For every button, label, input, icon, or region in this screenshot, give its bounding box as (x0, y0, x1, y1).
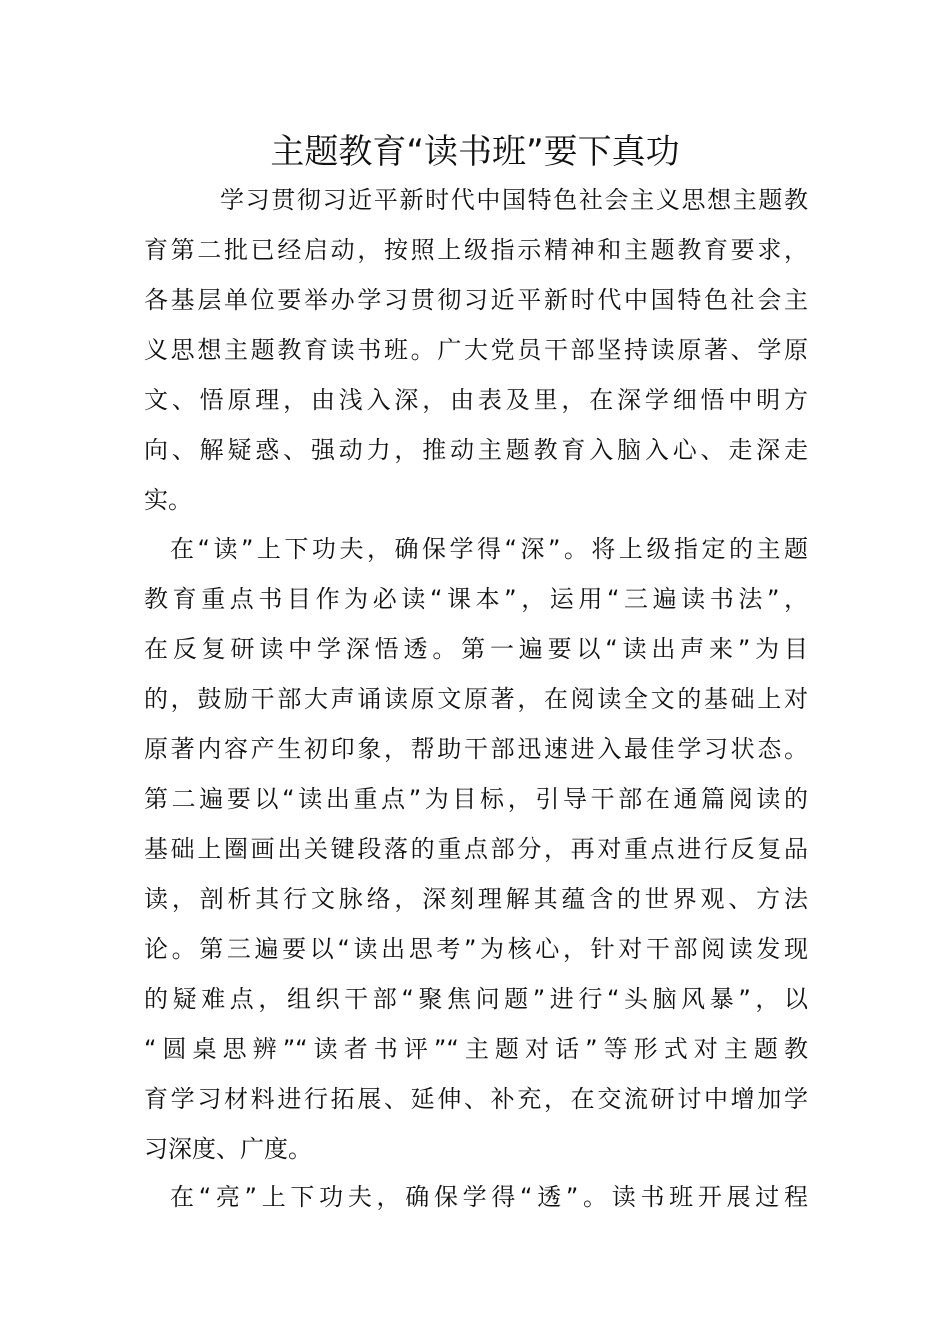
paragraph-line: 第二遍要以“读出重点”为目标，引导干部在通篇阅读的 (144, 785, 808, 813)
paragraph-line: 在反复研读中学深悟透。第一遍要以“读出声来”为目 (144, 635, 808, 663)
paragraph-line: 育学习材料进行拓展、延伸、补充，在交流研讨中增加学 (144, 1085, 808, 1113)
paragraph-line: 原著内容产生初印象，帮助干部迅速进入最佳学习状态。 (144, 735, 808, 763)
paragraph-line: 论。第三遍要以“读出思考”为核心，针对干部阅读发现 (144, 935, 808, 963)
paragraph-line: 习深度、广度。 (144, 1135, 312, 1163)
paragraph-line: 的疑难点，组织干部“聚焦问题”进行“头脑风暴”，以 (144, 985, 808, 1013)
paragraph-line: 读，剖析其行文脉络，深刻理解其蕴含的世界观、方法 (144, 885, 808, 913)
paragraph-line: 在“读”上下功夫，确保学得“深”。将上级指定的主题 (170, 535, 808, 563)
paragraph-line: 在“亮”上下功夫，确保学得“透”。读书班开展过程 (170, 1183, 808, 1211)
paragraph-line: 育第二批已经启动，按照上级指示精神和主题教育要求， (144, 236, 808, 264)
paragraph-line: “圆桌思辨”“读者书评”“主题对话”等形式对主题教 (144, 1035, 808, 1063)
paragraph-line: 实。 (144, 486, 192, 514)
paragraph-line: 文、悟原理，由浅入深，由表及里，在深学细悟中明方 (144, 386, 808, 414)
document-title: 主题教育“读书班”要下真功 (270, 132, 680, 172)
paragraph-line: 基础上圈画出关键段落的重点部分，再对重点进行反复品 (144, 835, 808, 863)
paragraph-line: 义思想主题教育读书班。广大党员干部坚持读原著、学原 (144, 336, 808, 364)
paragraph-line: 各基层单位要举办学习贯彻习近平新时代中国特色社会主 (144, 286, 808, 314)
paragraph-line: 的，鼓励干部大声诵读原文原著，在阅读全文的基础上对 (144, 685, 808, 713)
paragraph-line: 学习贯彻习近平新时代中国特色社会主义思想主题教 (220, 186, 808, 214)
paragraph-line: 向、解疑惑、强动力，推动主题教育入脑入心、走深走 (144, 436, 808, 464)
paragraph-line: 教育重点书目作为必读“课本”，运用“三遍读书法”， (144, 585, 808, 613)
